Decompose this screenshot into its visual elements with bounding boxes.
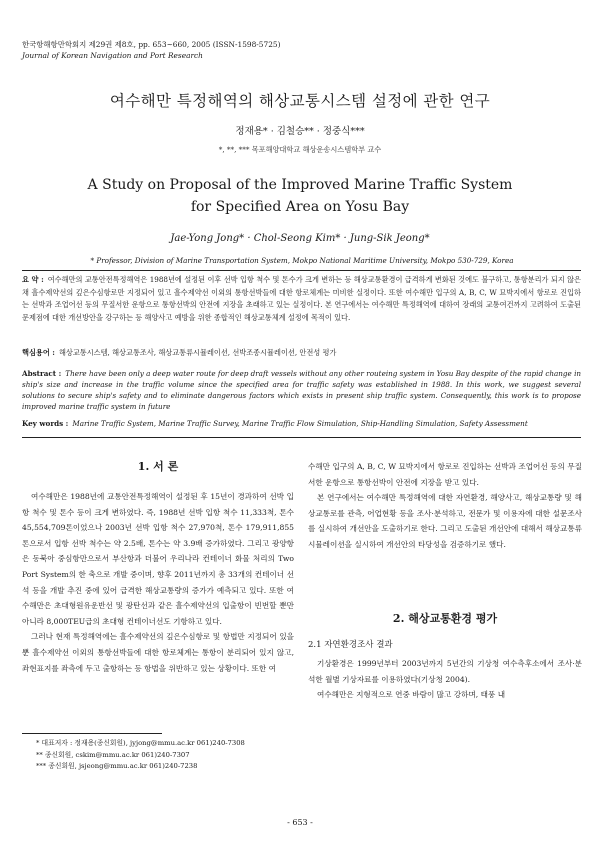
footnote: ** 종신회원, cskim@mmu.ac.kr 061)240-7307 — [36, 750, 190, 759]
paper-title-en-line1: A Study on Proposal of the Improved Marine Traffic System — [87, 177, 513, 193]
paragraph: 여수해만은 1988년에 교통안전특정해역이 설정된 후 15년이 경과하여 선박 입항 척수 및 톤수 등이 크게 변하였다. 즉, 1988년 선박 입항 척수 11,333척, 톤수 45,554,709톤이었으나 2003년 선박 입항 척수 27,970척, 톤수 179,911,855톤으로서 입항 선박 척수는 약 2.5배, 톤수는 약 3.9배 증가하였다. 그리고 광양항은 동북아 중심항만으로서 부산항과 더불어 우리나라 컨테이너 화물 처리의 Two Port System의 한 축으로 개발 중이며, 향후 2011년까지 총 33개의 컨테이너 선석 등을 개발 추진 중에 있어 급격한 해상교통량의 증가가 예측되고 있다. 또한 여수해만은 초대형원유운반선 및 광탄선과 같은 흘수제약선의 입출항이 빈번할 뿐만 아니라 8,000TEU급의 초대형 컨테이너선도 기항하고 있다. — [22, 492, 294, 626]
footnote-rule — [22, 733, 162, 734]
divider-top — [22, 270, 581, 271]
keywords-ko-label: 핵심용어 : — [22, 348, 55, 357]
abstract-en — [22, 368, 581, 412]
paper-title-en — [0, 174, 600, 218]
paper-title-en-line2: for Specified Area on Yosu Bay — [190, 199, 410, 215]
abstract-en-text: There have been only a deep water route for deep draft vessels without any other routeing system in Yosu Bay despite of the rapid change in ship's size and increase in the traffic volume since the specified area for traffic safety was established in 1988. In this work, we suggest several solutions to secure ship's safety and to eliminate dangerous factors which exists in present ship traffic system. Consequently, this work is to propose improved marine traffic system in future — [22, 369, 582, 411]
section-2-title: 2. 해상교통환경 평가 — [392, 612, 498, 625]
paper-title-ko: 여수해만 특정해역의 해상교통시스템 설정에 관한 연구 — [109, 92, 491, 110]
paragraph: 그러나 현재 특정해역에는 흘수제약선의 깊은수심항로 및 항법만 지정되어 있을 뿐 흘수제약선 이외의 통항선박들에 대한 항로체계는 통항이 분리되어 있지 않고, 좌현표지를 좌측에 두고 출항하는 등 항법을 위반하고 있는 상황이다. 또한 여 — [22, 632, 294, 673]
authors-ko: 정재용* · 김철승** · 정중식*** — [235, 126, 365, 137]
paragraph: 여수해만은 지형적으로 연중 바람이 많고 강하며, 태풍 내 — [317, 690, 506, 700]
section-2-body — [308, 656, 582, 703]
abstract-ko — [22, 274, 581, 324]
journal-name-en: Journal of Korean Navigation and Port Research — [22, 51, 203, 60]
abstract-en-label: Abstract : — [22, 369, 62, 378]
footnote: * 대표저자 : 정재용(종신회원), jyjong@mmu.ac.kr 061)240-7308 — [36, 739, 245, 747]
divider-bottom — [22, 437, 581, 438]
paragraph: 기상환경은 1999년부터 2003년까지 5년간의 기상청 여수측후소에서 조사·분석한 월별 기상자료를 이용하였다(기상청 2004). — [308, 659, 582, 684]
journal-citation: 한국항해항만학회지 제29권 제8호, pp. 653~660, 2005 (ISSN-1598-5725) — [22, 40, 281, 49]
section-1-body — [22, 489, 294, 676]
keywords-en-text: Marine Traffic System, Marine Traffic Survey, Marine Traffic Flow Simulation, Ship-Handling Simulation, Safety Assessment — [72, 419, 528, 428]
abstract-ko-text: 여수해만의 교통안전특정해역은 1988년에 설정된 이후 선박 입항 척수 및 톤수가 크게 변하는 등 해상교통환경이 급격하게 변화된 것에도 불구하고, 통항분리가 되지 않은 채 흘수제약선의 깊은수심항로만 지정되어 있고 흘수제약선 이외의 통항선박들에 대한 항로체계는 미비한 실정이다. 또한 여수해만 입구의 A, B, C, W 묘박지에서 항로로 진입하는 선박과 조업어선 등의 무질서한 운항으로 통항선박의 안전에 지장을 초래하고 있는 실정이다. 본 연구에서는 여수해만 특정해역에 대하여 장래의 교통여건까지 고려하여 도출된 문제점에 대한 개선방안을 강구하는 등 해양사고 예방을 위한 종합적인 해상교통체계 설정에 목적이 있다. — [22, 275, 582, 322]
subsection-2-1-title: 2.1 자연환경조사 결과 — [308, 640, 393, 650]
affiliation-ko: *, **, *** 목포해양대학교 해상운송시스템학부 교수 — [218, 145, 382, 154]
affiliation-en: * Professor, Division of Marine Transportation System, Mokpo National Maritime University, Mokpo 530-729, Korea — [90, 256, 514, 265]
section-1-title: 1. 서 론 — [137, 460, 179, 473]
page-number: - 653 - — [287, 818, 313, 827]
abstract-ko-label: 요 약 : — [22, 275, 44, 284]
paragraph: 수해만 입구의 A, B, C, W 묘박지에서 항로로 진입하는 선박과 조업어선 등의 무질서한 운항으로 통항선박이 안전에 지장을 받고 있다. — [308, 462, 582, 487]
keywords-en — [22, 419, 581, 428]
keywords-en-label: Key words : — [22, 419, 69, 428]
authors-en: Jae-Yong Jong* · Chol-Seong Kim* · Jung-Sik Jeong* — [170, 233, 430, 244]
keywords-ko — [22, 348, 581, 358]
footnote: *** 종신회원, jsjeong@mmu.ac.kr 061)240-7238 — [36, 762, 198, 770]
footnotes — [22, 738, 294, 773]
right-column-intro — [308, 459, 582, 553]
keywords-ko-text: 해상교통시스템, 해상교통조사, 해상교통류시뮬레이션, 선박조종시뮬레이션, 안전성 평가 — [58, 348, 337, 357]
paragraph: 본 연구에서는 여수해만 특정해역에 대한 자연환경, 해양사고, 해상교통량 및 해상교통로를 관측, 어업현황 등을 조사·분석하고, 전문가 및 이용자에 대한 설문조사를 실시하여 개선안을 도출하기로 한다. 그리고 도출된 개선안에 대해서 해상교통류시뮬레이션을 실시하여 개선안의 타당성을 검증하기로 했다. — [308, 493, 582, 549]
journal-header — [22, 39, 281, 61]
